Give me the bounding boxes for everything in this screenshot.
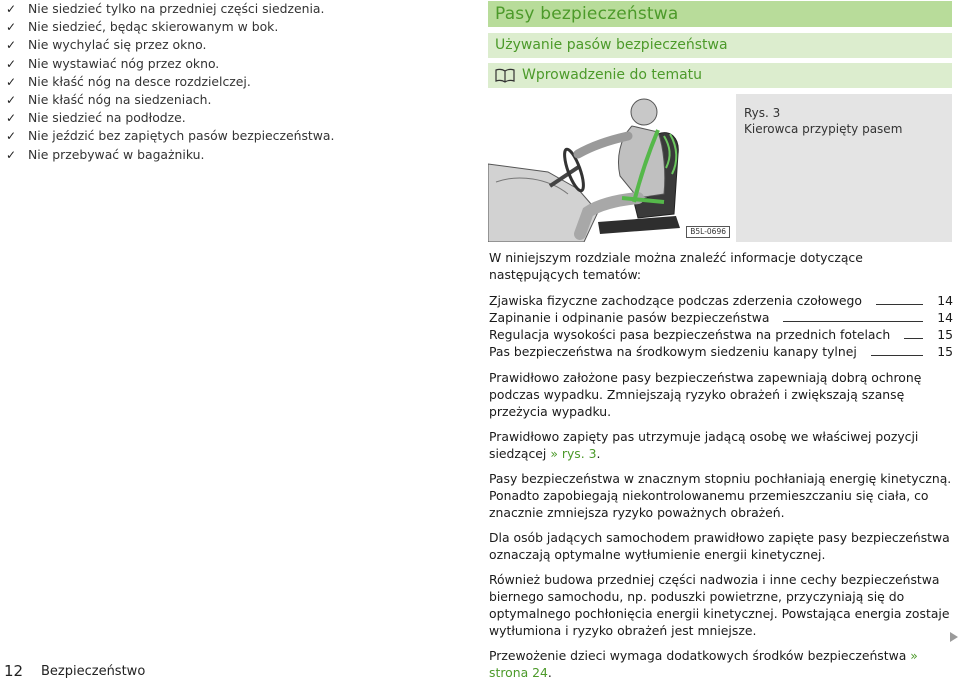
check-icon: ✓	[6, 20, 17, 35]
check-icon: ✓	[6, 93, 17, 108]
leader-line	[871, 349, 923, 356]
check-icon: ✓	[6, 2, 17, 16]
figure-caption	[744, 105, 902, 137]
paragraph: Pasy bezpieczeństwa w znacznym stopniu pochłaniają energię kinetyczną. Ponadto zapobiegają niekontrolowanemu przemieszczaniu się ciała, co znacznie zmniejsza ryzyko poważnych obrażeń.	[489, 471, 952, 520]
continue-arrow-icon	[950, 632, 958, 642]
safety-checklist	[6, 0, 334, 164]
page-reference-link[interactable]: » strona 24	[489, 648, 918, 680]
toc-item[interactable]: Regulacja wysokości pasa bezpieczeństwa na przednich fotelach 15	[489, 327, 953, 342]
checklist-item: ✓ Nie wystawiać nóg przez okno.	[6, 55, 334, 73]
leader-line	[904, 332, 923, 339]
figure-code: B5L-0696	[686, 226, 730, 238]
chapter-title-bar	[488, 1, 952, 27]
figure-panel	[488, 94, 952, 242]
checklist-item: ✓ Nie kłaść nóg na desce rozdzielczej.	[6, 73, 334, 91]
intro-bar	[488, 63, 952, 88]
book-icon	[495, 68, 515, 87]
leader-line	[783, 315, 923, 322]
checklist-item: ✓ Nie przebywać w bagażniku.	[6, 146, 334, 164]
driver-belt-illustration	[488, 94, 736, 242]
paragraph: Prawidłowo zapięty pas utrzymuje jadącą osobę we właściwej pozycji siedzącej » rys. 3.	[489, 429, 919, 461]
check-icon: ✓	[6, 147, 17, 162]
paragraph: Prawidłowo założone pasy bezpieczeństwa zapewniają dobrą ochronę podczas wypadku. Zmniejszają ryzyko obrażeń i zwiększają szansę przeżycia wypadku.	[489, 370, 922, 419]
body-text	[489, 249, 953, 689]
check-icon: ✓	[6, 74, 17, 89]
check-icon: ✓	[6, 56, 17, 71]
check-icon: ✓	[6, 38, 17, 53]
checklist-item: ✓ Nie jeździć bez zapiętych pasów bezpieczeństwa.	[6, 127, 334, 145]
leader-line	[876, 298, 923, 305]
toc-item[interactable]: Pas bezpieczeństwa na środkowym siedzeniu kanapy tylnej 15	[489, 344, 953, 359]
toc-item[interactable]: Zjawiska fizyczne zachodzące podczas zderzenia czołowego 14	[489, 293, 953, 308]
figure-label: Rys. 3	[744, 106, 781, 120]
intro-title: Wprowadzenie do tematu	[522, 67, 703, 83]
checklist-item: ✓ Nie kłaść nóg na siedzeniach.	[6, 91, 334, 109]
check-icon: ✓	[6, 111, 17, 126]
checklist-item: ✓ Nie siedzieć, będąc skierowanym w bok.	[6, 18, 334, 36]
paragraph: Również budowa przedniej części nadwozia i inne cechy bezpieczeństwa biernego samochodu, np. poduszki powietrzne, przyczyniają się do optymalnego pochłonięcia energii kinetycznej. Powstająca energia zostaje wytłumiona i ryzyko obrażeń jest mniejsze.	[489, 572, 950, 638]
topic-list	[489, 292, 953, 360]
chapter-title: Pasy bezpieczeństwa	[495, 4, 679, 24]
checklist-item: ✓ Nie siedzieć na podłodze.	[6, 109, 334, 127]
figure-caption-text: Kierowca przypięty pasem	[744, 122, 903, 136]
toc-item[interactable]: Zapinanie i odpinanie pasów bezpieczeństwa 14	[489, 310, 953, 325]
section-name: Bezpieczeństwo	[41, 664, 146, 679]
figure-reference-link[interactable]: » rys. 3	[550, 446, 597, 461]
intro-paragraph: W niniejszym rozdziale można znaleźć informacje dotyczące następujących tematów:	[489, 250, 863, 282]
paragraph: Przewożenie dzieci wymaga dodatkowych środków bezpieczeństwa » strona 24.	[489, 648, 918, 680]
check-icon: ✓	[6, 129, 17, 144]
checklist-item: ✓ Nie wychylać się przez okno.	[6, 36, 334, 54]
checklist-item: ✓ Nie siedzieć tylko na przedniej części siedzenia.	[6, 0, 334, 18]
section-title: Używanie pasów bezpieczeństwa	[495, 37, 728, 53]
paragraph: Dla osób jadących samochodem prawidłowo zapięte pasy bezpieczeństwa oznaczają optymalne wytłumienie energii kinetycznej.	[489, 530, 950, 562]
page-number: 12	[4, 662, 24, 680]
section-title-bar	[488, 33, 952, 58]
